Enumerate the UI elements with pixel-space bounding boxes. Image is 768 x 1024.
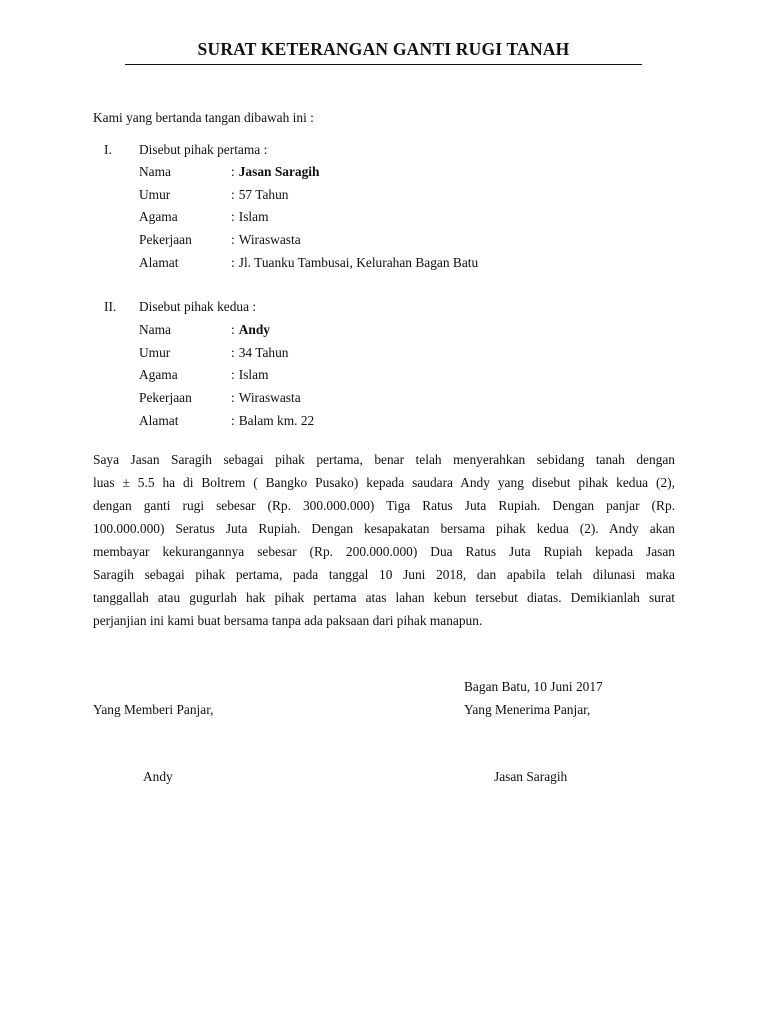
field-label: Nama <box>139 322 171 337</box>
field-value-text: Balam km. 22 <box>238 413 315 428</box>
paragraph-line: dengan ganti rugi sebesar (Rp. 300.000.000) Tiga Ratus Juta Rupiah. Dengan panjar (Rp. <box>93 498 675 513</box>
field-value: : Balam km. 22 <box>231 413 315 428</box>
field-value-text: Islam <box>238 209 269 224</box>
field-label: Umur <box>139 345 171 360</box>
field-row <box>0 321 768 339</box>
paragraph-line: 100.000.000) Seratus Juta Rupiah. Dengan kesapakatan bersama pihak kedua (2). Andy akan <box>93 521 675 536</box>
title-underline <box>125 64 642 65</box>
paragraph-line: Saragih sebagai pihak pertama, pada tanggal 10 Juni 2018, dan apabila telah dilunasi maka <box>93 567 675 582</box>
field-value-text: Jasan Saragih <box>238 164 320 179</box>
field-value: : 34 Tahun <box>231 345 289 360</box>
paragraph-line: membayar kekurangannya sebesar (Rp. 200.000.000) Dua Ratus Juta Rupiah kepada Jasan <box>93 544 675 559</box>
field-row <box>0 231 768 249</box>
party-numeral: I. <box>104 142 112 157</box>
paragraph-line: Saya Jasan Saragih sebagai pihak pertama, benar telah menyerahkan sebidang tanah dengan <box>93 452 675 467</box>
field-value: : Wiraswasta <box>231 232 301 247</box>
giver-label: Yang Memberi Panjar, <box>93 702 214 717</box>
field-value: : 57 Tahun <box>231 187 289 202</box>
field-value: : Wiraswasta <box>231 390 301 405</box>
statement-paragraph <box>93 451 675 635</box>
party-heading: Disebut pihak kedua : <box>139 299 257 314</box>
receiver-label: Yang Menerima Panjar, <box>464 702 591 717</box>
party-heading: Disebut pihak pertama : <box>139 142 268 157</box>
field-label: Pekerjaan <box>139 390 192 405</box>
field-row <box>0 389 768 407</box>
field-label: Agama <box>139 367 178 382</box>
field-value-text: Andy <box>238 322 270 337</box>
place-date: Bagan Batu, 10 Juni 2017 <box>464 679 603 694</box>
field-value-text: 57 Tahun <box>238 187 289 202</box>
field-value-text: Wiraswasta <box>238 232 301 247</box>
field-value: : Andy <box>231 322 270 337</box>
field-value-text: Jl. Tuanku Tambusai, Kelurahan Bagan Batu <box>238 255 479 270</box>
paragraph-line: perjanjian ini kami buat bersama tanpa ada paksaan dari pihak manapun. <box>93 613 483 628</box>
field-value: : Islam <box>231 367 269 382</box>
field-label: Alamat <box>139 413 179 428</box>
receiver-name: Jasan Saragih <box>494 769 568 784</box>
field-row <box>0 412 768 430</box>
field-value: : Jasan Saragih <box>231 164 320 179</box>
field-label: Nama <box>139 164 171 179</box>
field-row <box>0 254 768 272</box>
field-label: Umur <box>139 187 171 202</box>
field-row <box>0 208 768 226</box>
paragraph-line: luas ± 5.5 ha di Boltrem ( Bangko Pusako) kepada saudara Andy yang disebut pihak kedua (2), <box>93 475 675 490</box>
field-value-text: Islam <box>238 367 269 382</box>
field-label: Alamat <box>139 255 179 270</box>
field-label: Pekerjaan <box>139 232 192 247</box>
party-numeral: II. <box>104 299 117 314</box>
field-value: : Jl. Tuanku Tambusai, Kelurahan Bagan Batu <box>231 255 479 270</box>
paragraph-line: tanggallah atau gugurlah hak pihak pertama atas lahan kebun tersebut diatas. Demikianlah surat <box>93 590 675 605</box>
field-value-text: 34 Tahun <box>238 345 289 360</box>
field-row <box>0 186 768 204</box>
field-label: Agama <box>139 209 178 224</box>
intro-text: Kami yang bertanda tangan dibawah ini : <box>93 110 314 125</box>
field-value: : Islam <box>231 209 269 224</box>
field-row <box>0 163 768 181</box>
field-value-text: Wiraswasta <box>238 390 301 405</box>
field-row <box>0 344 768 362</box>
field-row <box>0 366 768 384</box>
document-title: SURAT KETERANGAN GANTI RUGI TANAH <box>197 39 570 59</box>
giver-name: Andy <box>143 769 173 784</box>
